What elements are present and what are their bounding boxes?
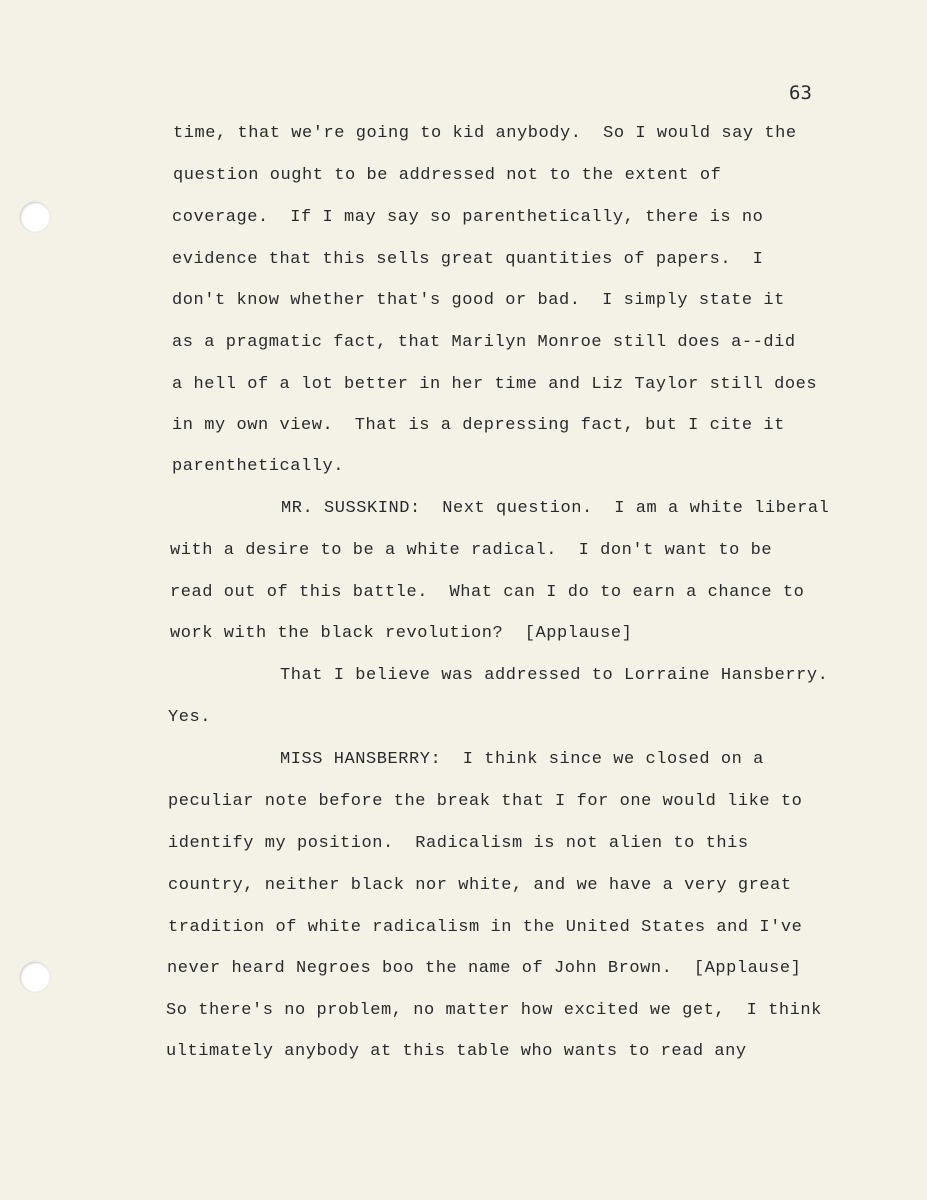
text-line: don't know whether that's good or bad. I simply state it — [172, 291, 785, 310]
text-line: country, neither black nor white, and we have a very great — [168, 876, 792, 895]
text-line: ultimately anybody at this table who wants to read any — [166, 1042, 747, 1061]
text-line: parenthetically. — [172, 457, 345, 476]
text-line: peculiar note before the break that I for one would like to — [168, 792, 803, 811]
text-line: So there's no problem, no matter how excited we get, I think — [166, 1001, 822, 1020]
text-line: question ought to be addressed not to the extent of — [173, 166, 722, 185]
speaker-line: MR. SUSSKIND: Next question. I am a white liberal — [281, 499, 830, 518]
text-line: read out of this battle. What can I do to earn a chance to — [170, 583, 805, 602]
text-line: evidence that this sells great quantities of papers. I — [172, 250, 764, 269]
text-line: Yes. — [168, 708, 212, 727]
text-line: in my own view. That is a depressing fact, but I cite it — [172, 416, 785, 435]
text-line: a hell of a lot better in her time and Liz Taylor still does — [172, 375, 818, 394]
text-line: That I believe was addressed to Lorraine Hansberry. — [280, 666, 829, 685]
speaker-line: MISS HANSBERRY: I think since we closed on a — [280, 750, 764, 769]
page-number: 63 — [789, 82, 812, 104]
text-line: time, that we're going to kid anybody. So I would say the — [173, 124, 797, 143]
binder-hole-bottom — [20, 962, 50, 992]
binder-hole-top — [20, 202, 50, 232]
text-line: never heard Negroes boo the name of John Brown. [Applause] — [167, 959, 802, 978]
text-line: tradition of white radicalism in the United States and I've — [168, 918, 803, 937]
text-line: identify my position. Radicalism is not alien to this — [168, 834, 749, 853]
text-line: as a pragmatic fact, that Marilyn Monroe still does a--did — [172, 333, 796, 352]
text-line: coverage. If I may say so parenthetically, there is no — [172, 208, 764, 227]
text-line: work with the black revolution? [Applause] — [170, 624, 633, 643]
text-line: with a desire to be a white radical. I don't want to be — [170, 541, 773, 560]
